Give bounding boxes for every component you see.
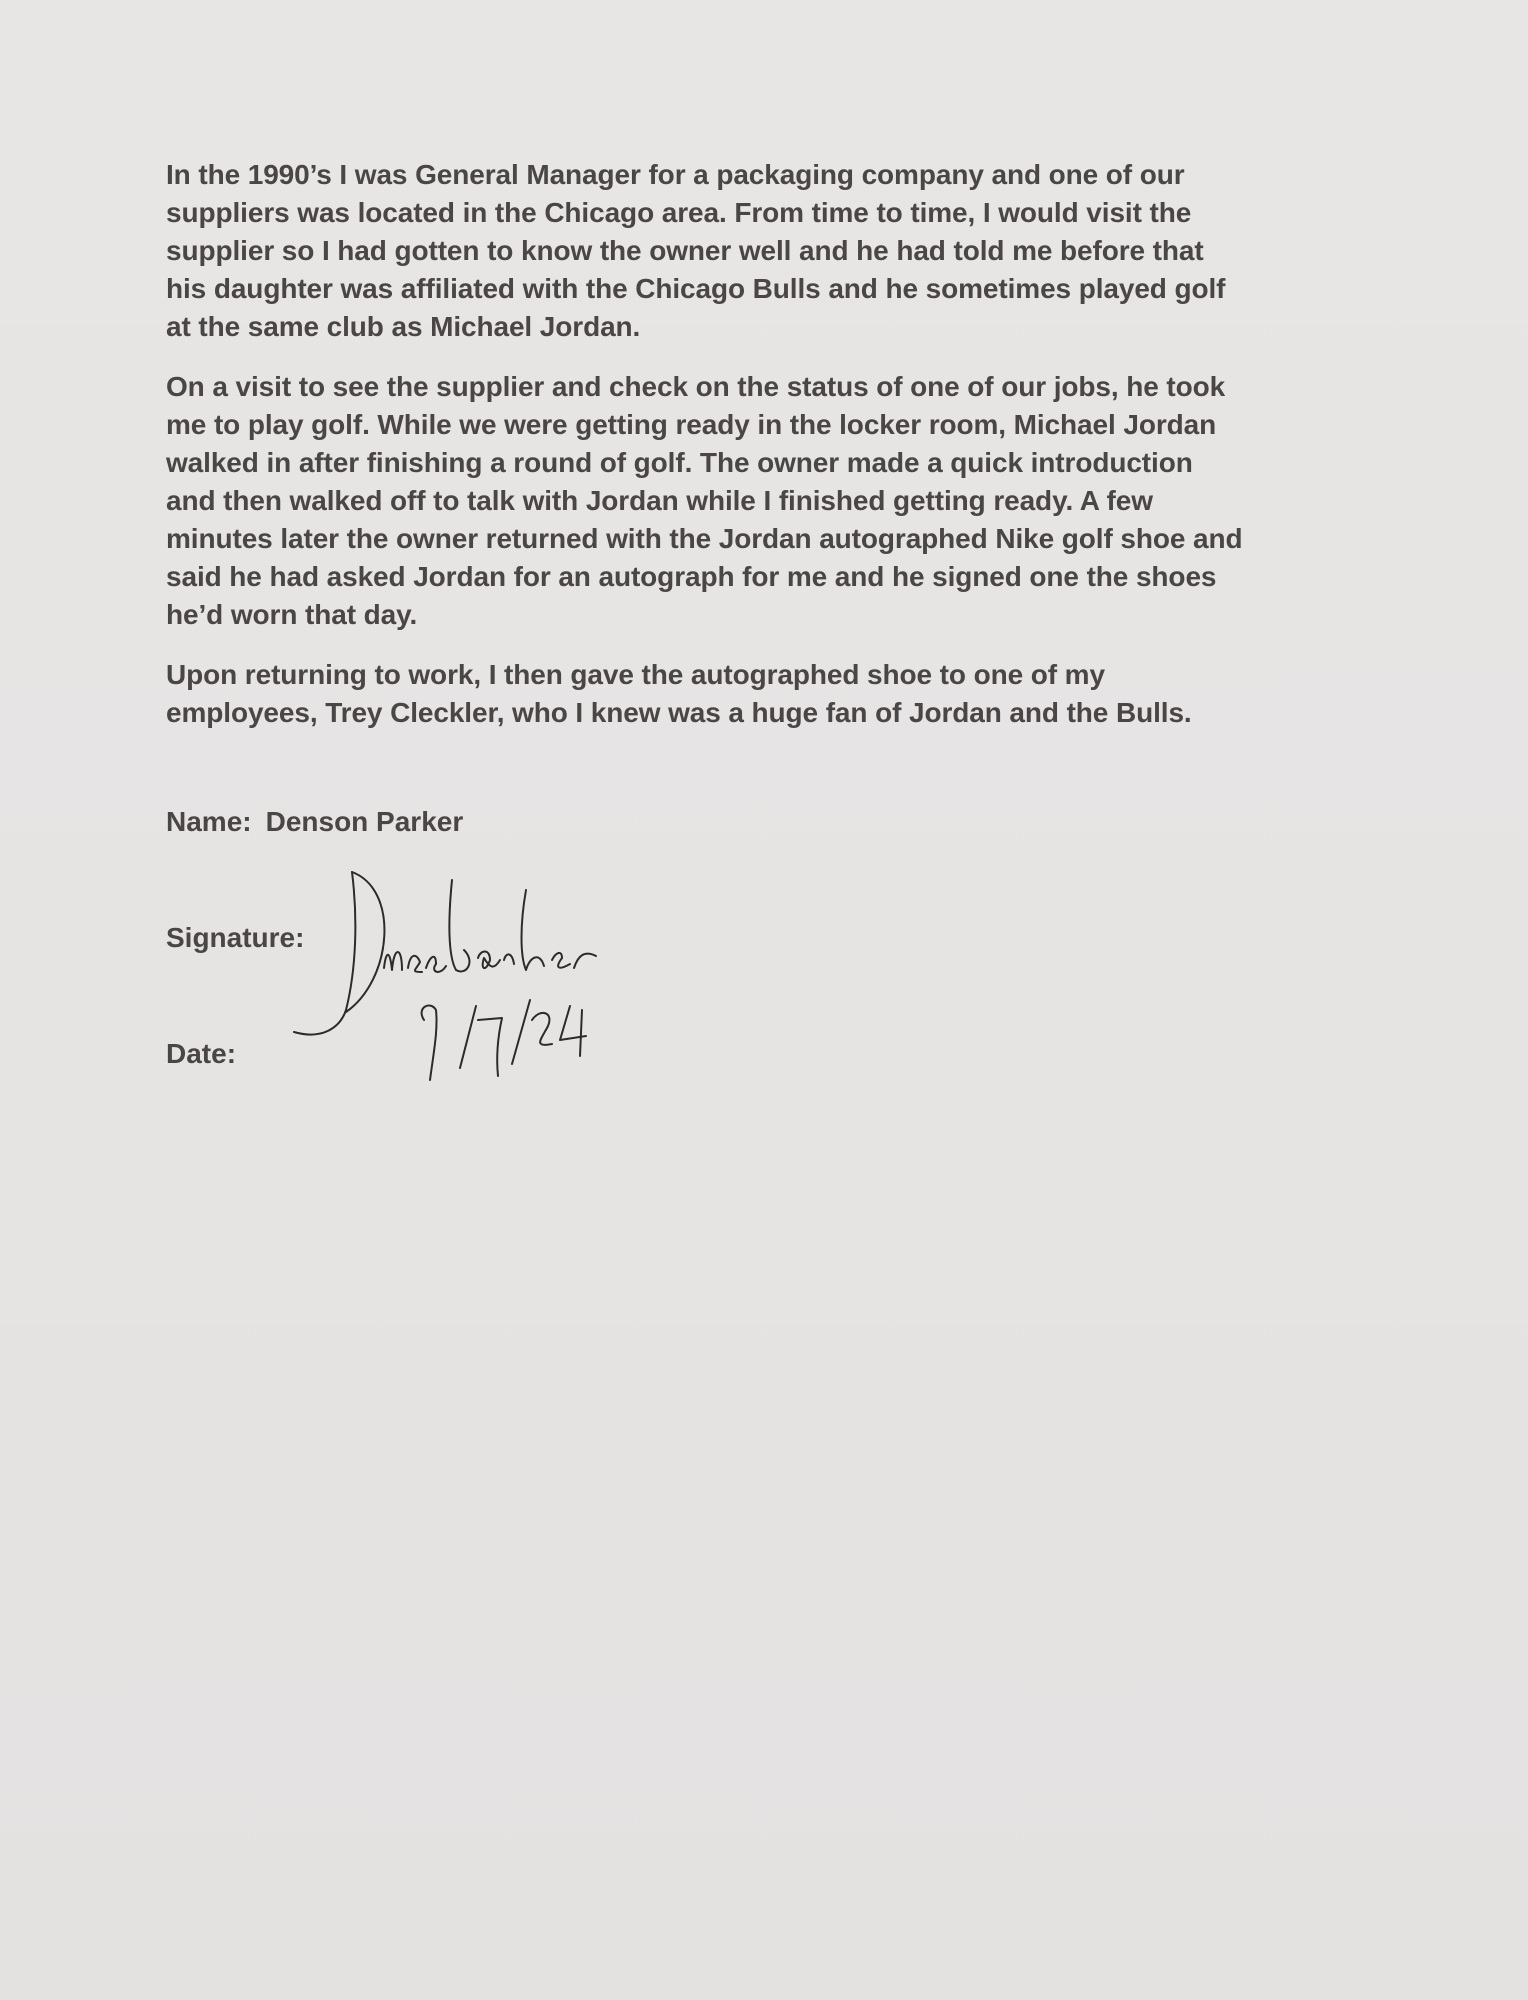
paragraph-2: On a visit to see the supplier and check on the status of one of our jobs, he took me to play golf. While we were getting ready in the locker room, Michael Jordan walked in after finishing a round of golf. The owner made a quick introduction and then walked off to talk with Jordan while I finished getting ready. A few minutes later the owner returned with the Jordan autographed Nike golf shoe and said he had asked Jordan for an autograph for me and he signed one the shoes he’d worn that day. bbox=[166, 371, 1243, 630]
name-label: Name: bbox=[166, 806, 252, 837]
signature-label: Signature: bbox=[166, 922, 305, 953]
name-value: Denson Parker bbox=[265, 806, 464, 837]
paragraph-1: In the 1990’s I was General Manager for a packaging company and one of our suppliers was located in the Chicago area. From time to time, I would visit the supplier so I had gotten to know the owner well and he had told me before that his daughter was affiliated with the Chicago Bulls and he sometimes played golf at the same club as Michael Jordan. bbox=[166, 159, 1226, 342]
date-label: Date: bbox=[166, 1038, 237, 1069]
name-field bbox=[166, 803, 463, 841]
letter-body bbox=[166, 156, 1376, 754]
paragraph-3: Upon returning to work, I then gave the autographed shoe to one of my employees, Trey Cleckler, who I knew was a huge fan of Jordan and the Bulls. bbox=[166, 659, 1192, 728]
handwritten-signature-and-date bbox=[280, 860, 700, 1100]
handwritten-signature bbox=[294, 872, 596, 1035]
handwritten-date bbox=[422, 1000, 586, 1080]
